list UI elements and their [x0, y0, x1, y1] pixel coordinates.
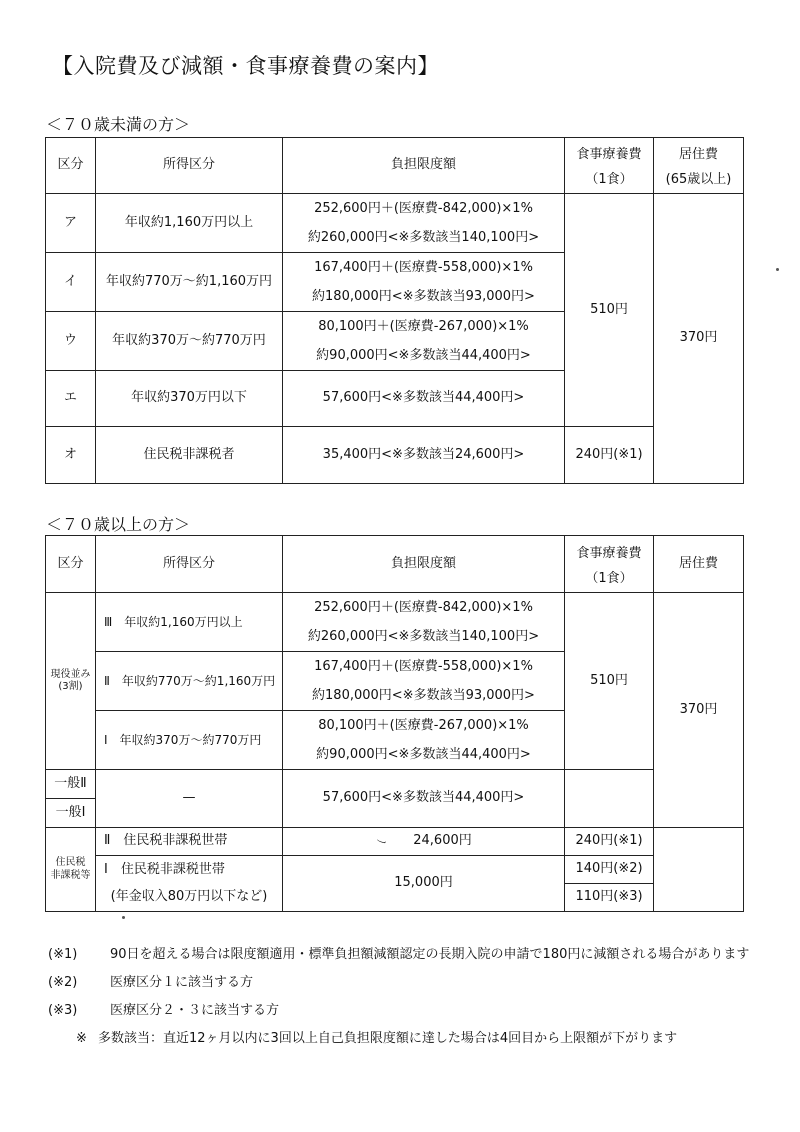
table-row	[46, 194, 744, 253]
limit-line2: 約260,000円<※多数該当140,100円>	[307, 230, 540, 245]
limit-line2: 約260,000円<※多数該当140,100円>	[307, 629, 540, 644]
over70-table	[45, 535, 744, 912]
row-kubun: エ	[46, 371, 96, 427]
kyoju-value: 370円	[654, 194, 744, 484]
meal-common: 510円	[565, 194, 654, 427]
note-text: 90日を超える場合は限度額適用・標準負担額減額認定の長期入院の申請で180円に減額される場合があります	[110, 947, 750, 962]
scan-speck	[776, 268, 779, 271]
kyoju-empty	[654, 828, 744, 912]
hikazei-line2: 非課税等	[50, 869, 91, 881]
row-shotoku: 住民税非課税者	[96, 427, 283, 484]
header-futan: 負担限度額	[283, 138, 565, 194]
scan-speck	[122, 916, 125, 919]
note-text: 医療区分２・３に該当する方	[110, 1003, 280, 1018]
hikazei-line1: 住民税	[55, 857, 86, 868]
table-row	[46, 856, 744, 884]
limit-line2: 約90,000円<※多数該当44,400円>	[316, 747, 531, 762]
row-shotoku: 年収約770万～約1,160万円	[96, 253, 283, 312]
limit-line1: 80,100円＋(医療費-267,000)×1%	[318, 319, 529, 334]
genekinami-line2: (3割)	[58, 681, 83, 692]
row-limit	[283, 652, 565, 711]
note-text: 医療区分１に該当する方	[110, 975, 254, 990]
note-1	[48, 944, 768, 966]
note-2	[48, 972, 768, 994]
row-meal: 140円(※2)	[565, 856, 654, 884]
ippan-limit: 57,600円<※多数該当44,400円>	[283, 770, 565, 828]
header-meal-line1: 食事療養費	[576, 545, 642, 561]
row-limit	[283, 253, 565, 312]
header-kyoju-line2: (65歳以上)	[665, 172, 732, 187]
page-title: 【入院費及び減額・食事療養費の案内】	[52, 54, 439, 78]
row-shotoku: Ⅰ 年収約370万～約770万円	[96, 711, 283, 770]
header-meal-line2: （1食）	[585, 172, 633, 187]
row-kubun: オ	[46, 427, 96, 484]
row-shotoku: 年収約370万円以下	[96, 371, 283, 427]
note-key: ※	[76, 1031, 87, 1046]
row-kubun: ア	[46, 194, 96, 253]
note-key: (※3)	[48, 1003, 78, 1018]
header-kubun: 区分	[46, 138, 96, 194]
row-meal: 110円(※3)	[565, 884, 654, 912]
row-limit	[283, 828, 565, 856]
row-limit: 15,000円	[283, 856, 565, 912]
limit-line1: 80,100円＋(医療費-267,000)×1%	[318, 718, 529, 733]
header-meal-line1: 食事療養費	[576, 147, 642, 162]
limit-line1: 167,400円＋(医療費-558,000)×1%	[314, 260, 533, 275]
note-text: 多数該当：直近12ヶ月以内に3回以上自己負担限度額に達した場合は4回目から上限額が下がります	[98, 1031, 678, 1046]
row-shotoku: Ⅲ 年収約1,160万円以上	[96, 593, 283, 652]
under70-heading: ＜７０歳未満の方＞	[46, 115, 191, 134]
table-row	[46, 593, 744, 652]
limit-line2: 約180,000円<※多数該当93,000円>	[312, 688, 535, 703]
header-kyoju: 居住費	[654, 536, 744, 593]
row-limit: 35,400円<※多数該当24,600円>	[283, 427, 565, 484]
row-kubun: イ	[46, 253, 96, 312]
table-row	[46, 828, 744, 856]
limit-line2: 約90,000円<※多数該当44,400円>	[316, 348, 531, 363]
notes	[48, 944, 768, 1056]
header-kyoju	[654, 138, 744, 194]
under70-header-row	[46, 138, 744, 194]
limit-line1: 252,600円＋(医療費-842,000)×1%	[314, 201, 533, 216]
meal-common: 510円	[565, 593, 654, 770]
note-key: (※2)	[48, 975, 78, 990]
header-meal	[565, 536, 654, 593]
row-limit	[283, 711, 565, 770]
header-kubun: 区分	[46, 536, 96, 593]
under70-table	[45, 137, 744, 484]
header-kyoju-line1: 居住費	[678, 147, 718, 162]
ippan2-label: 一般Ⅱ	[46, 770, 96, 799]
table-row	[46, 427, 744, 484]
row-shotoku: Ⅰ 住民税非課税世帯	[96, 856, 283, 884]
hikazei-label	[46, 828, 96, 912]
row-limit	[283, 312, 565, 371]
row-limit	[283, 194, 565, 253]
row-meal: 240円(※1)	[565, 427, 654, 484]
ippan-shotoku: —	[96, 770, 283, 828]
over70-heading: ＜７０歳以上の方＞	[46, 515, 191, 534]
row-shotoku: Ⅱ 住民税非課税世帯	[96, 828, 283, 856]
stray-mark: ノ	[374, 835, 388, 849]
row-shotoku-sub: (年金収入80万円以下など)	[96, 884, 283, 912]
row-shotoku: Ⅱ 年収約770万～約1,160万円	[96, 652, 283, 711]
over70-header-row	[46, 536, 744, 593]
row-limit	[283, 593, 565, 652]
header-meal	[565, 138, 654, 194]
limit-line1: 167,400円＋(医療費-558,000)×1%	[314, 659, 533, 674]
limit-line1: 252,600円＋(医療費-842,000)×1%	[314, 600, 533, 615]
ippan-meal-empty	[565, 770, 654, 828]
row-limit: 57,600円<※多数該当44,400円>	[283, 371, 565, 427]
row-kubun: ウ	[46, 312, 96, 371]
note-4	[48, 1028, 768, 1050]
header-shotoku: 所得区分	[96, 138, 283, 194]
note-3	[48, 1000, 768, 1022]
table-row	[46, 770, 744, 799]
kyoju-value: 370円	[654, 593, 744, 828]
header-meal-line2: （1食）	[585, 570, 633, 586]
genekinami-label	[46, 593, 96, 770]
row-shotoku: 年収約1,160万円以上	[96, 194, 283, 253]
note-key: (※1)	[48, 947, 78, 962]
row-shotoku: 年収約370万～約770万円	[96, 312, 283, 371]
row-meal: 240円(※1)	[565, 828, 654, 856]
genekinami-line1: 現役並み	[50, 668, 91, 680]
header-shotoku: 所得区分	[96, 536, 283, 593]
ippan1-label: 一般Ⅰ	[46, 799, 96, 828]
limit-line2: 約180,000円<※多数該当93,000円>	[312, 289, 535, 304]
limit-value: 24,600円	[413, 833, 472, 849]
header-futan: 負担限度額	[283, 536, 565, 593]
